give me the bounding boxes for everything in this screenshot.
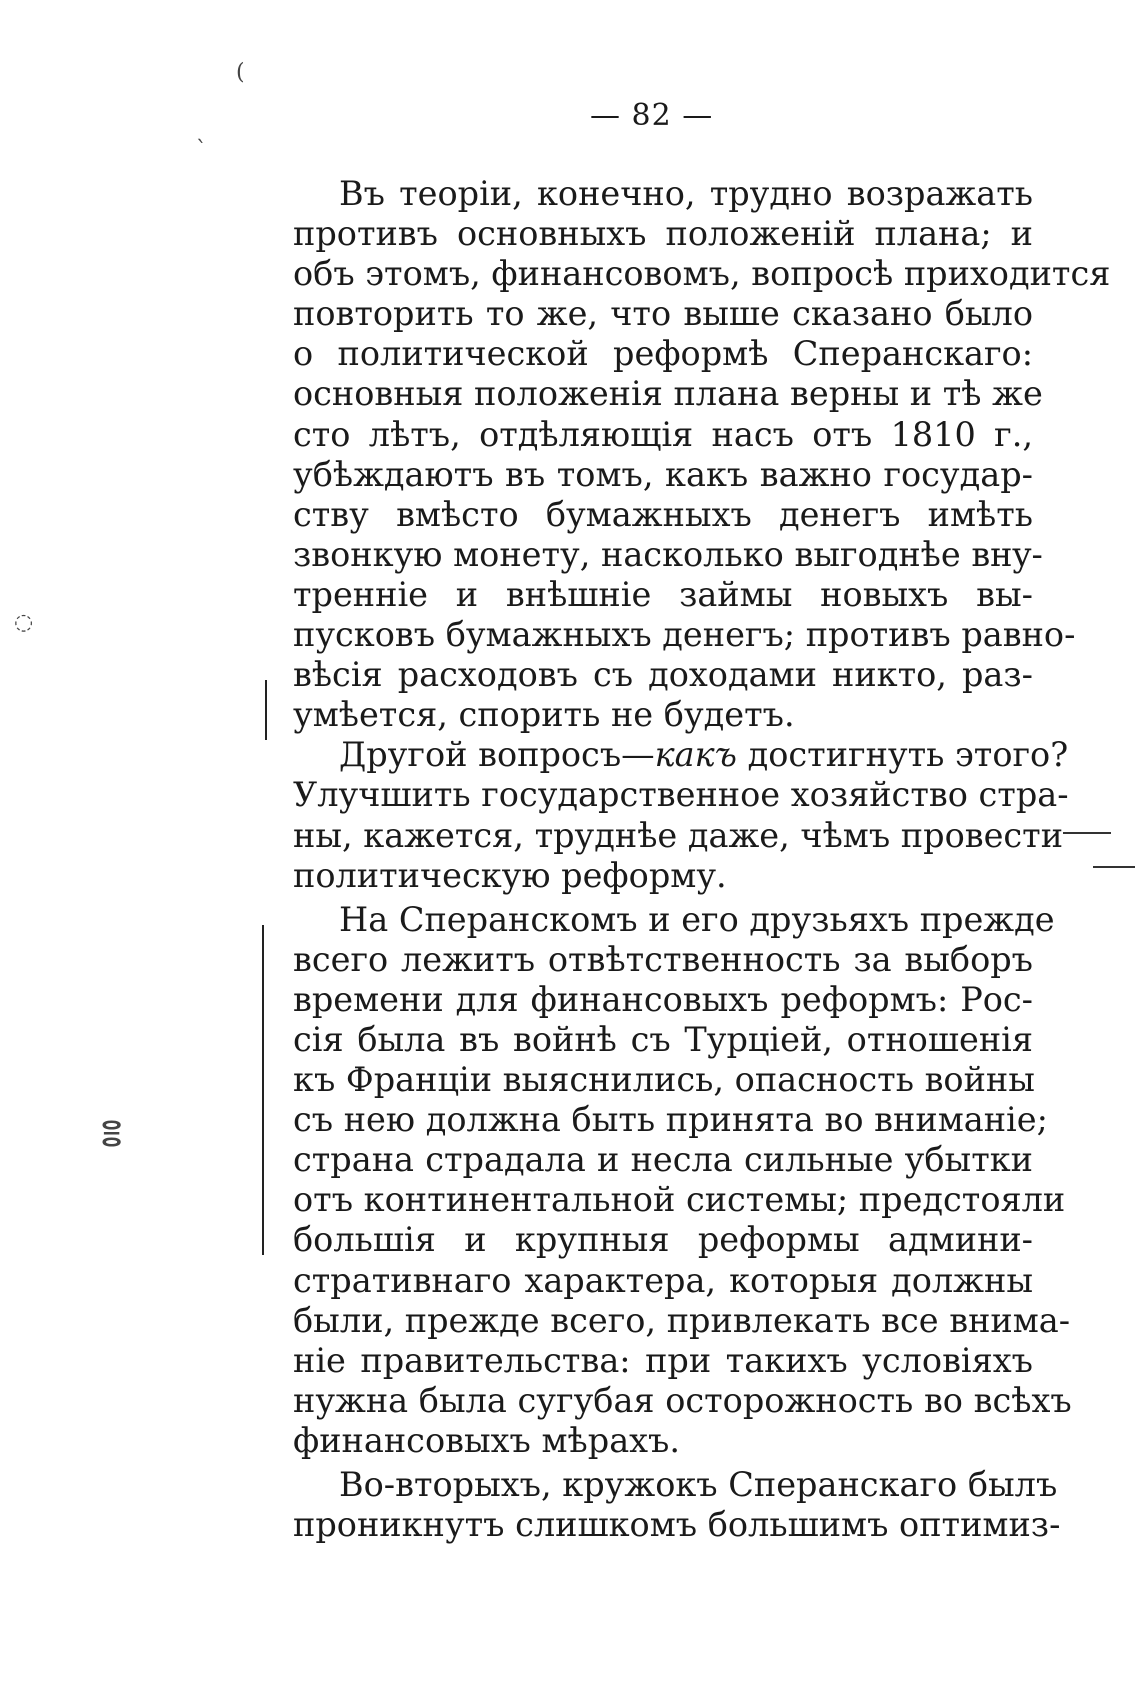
text-line: о политической реформѣ Сперанскаго: (293, 334, 1033, 374)
text-line: сто лѣтъ, отдѣляющія насъ отъ 1810 г., (293, 414, 1033, 454)
text-line: ніе правительства: при такихъ условіяхъ (293, 1340, 1033, 1380)
text-line: основныя положенія плана верны и тѣ же (293, 374, 1043, 414)
text-run: Другой вопросъ— (339, 735, 655, 775)
text-line (293, 735, 1069, 775)
text-line: На Сперанскомъ и его друзьяхъ прежде (339, 899, 1055, 939)
margin-speck: ˋ (196, 138, 207, 163)
margin-speck: ( (236, 60, 245, 85)
margin-speck: ⴻ (100, 1115, 124, 1155)
margin-line-mark (262, 925, 264, 1255)
italic-word: какъ (654, 735, 737, 775)
margin-dash-mark (1063, 832, 1111, 834)
text-line: повторить то же, что выше сказано было (293, 294, 1033, 334)
text-line: страна страдала и несла сильные убытки (293, 1140, 1033, 1180)
body-text (293, 174, 1111, 1545)
text-line: Въ теоріи, конечно, трудно возражать (339, 174, 1033, 213)
text-line: проникнутъ слишкомъ большимъ оптимиз- (293, 1505, 1061, 1545)
text-line: ны, кажется, труднѣе даже, чѣмъ провести (293, 815, 1064, 855)
text-line: времени для финансовыхъ реформъ: Рос- (293, 979, 1033, 1019)
margin-dash-mark (1093, 866, 1135, 868)
text-line: политическую реформу. (293, 855, 727, 895)
text-line: финансовыхъ мѣрахъ. (293, 1420, 681, 1460)
text-line: объ этомъ, финансовомъ, вопросѣ приходится (293, 254, 1111, 294)
text-line: убѣждаютъ въ томъ, какъ важно государ- (293, 454, 1033, 494)
text-line: къ Франціи выяснились, опасность войны (293, 1060, 1035, 1100)
text-line: сія была въ войнѣ съ Турціей, отношенія (293, 1019, 1033, 1059)
text-line: были, прежде всего, привлекать все внима- (293, 1300, 1071, 1340)
paragraph-4 (293, 1465, 1061, 1545)
text-line: Улучшить государственное хозяйство стра- (293, 775, 1069, 815)
text-line: нужна была сугубая осторожность во всѣхъ (293, 1380, 1072, 1420)
text-line: Во-вторыхъ, кружокъ Сперанскаго былъ (339, 1465, 1058, 1504)
text-line: треннiе и внѣшніе займы новыхъ вы- (293, 574, 1033, 614)
text-line: пусковъ бумажныхъ денегъ; противъ равно- (293, 615, 1076, 655)
text-line: звонкую монету, насколько выгоднѣе внy- (293, 534, 1043, 574)
margin-speck: ◌ (14, 610, 34, 635)
margin-tick-mark (265, 680, 267, 740)
text-line: стративнаго характера, которыя должны (293, 1260, 1033, 1300)
text-line: умѣется, спорить не будетъ. (293, 695, 795, 735)
text-line: большія и крупныя реформы админи- (293, 1220, 1033, 1260)
page-number: — 82 — (590, 98, 714, 133)
paragraph-2 (293, 735, 1069, 895)
text-line: ству вмѣсто бумажныхъ денегъ имѣть (293, 494, 1033, 534)
paragraph-3 (293, 899, 1072, 1461)
text-line: противъ основныхъ положеній плана; и (293, 214, 1033, 254)
paragraph-1 (293, 174, 1111, 735)
text-line: вѣсія расходовъ съ доходами никто, раз- (293, 655, 1033, 695)
text-line: съ нею должна быть принята во вниманіе; (293, 1100, 1048, 1140)
text-run: достигнуть этого? (736, 735, 1069, 775)
text-line: всего лежитъ отвѣтственность за выборъ (293, 939, 1033, 979)
text-line: отъ континентальной системы; предстояли (293, 1180, 1066, 1220)
